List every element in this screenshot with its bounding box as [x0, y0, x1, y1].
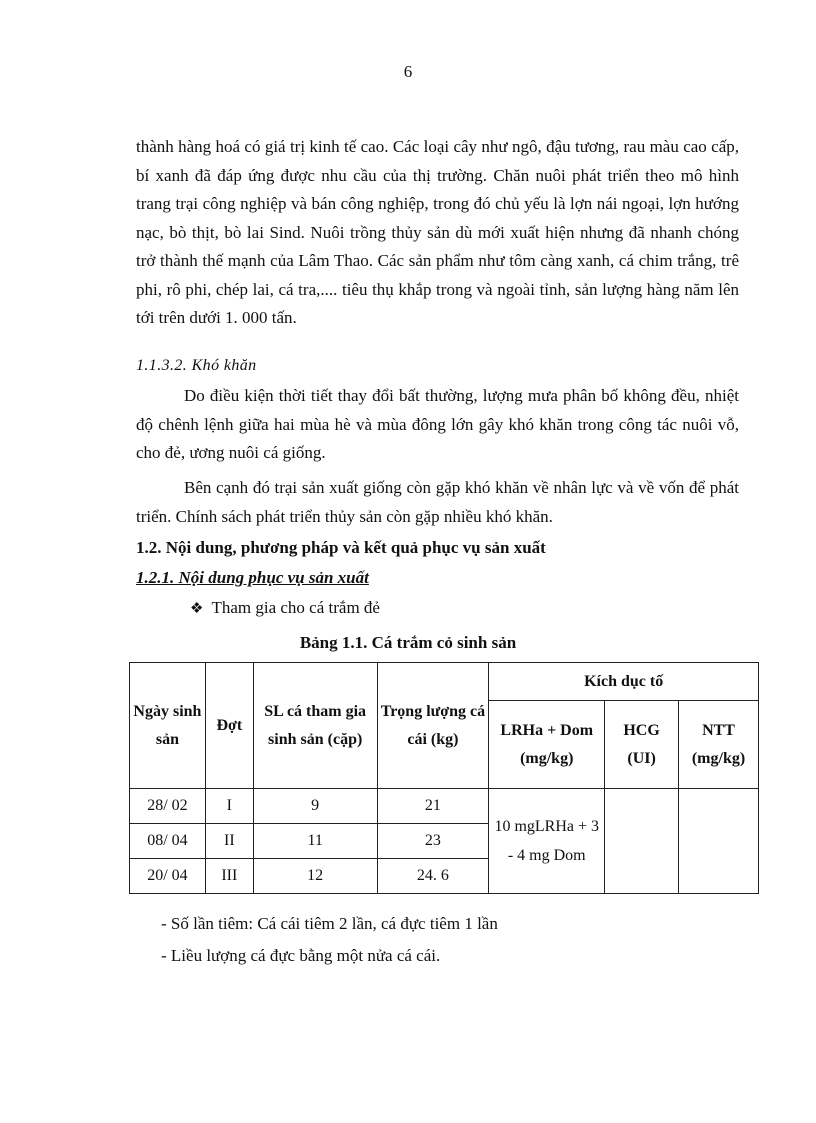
cell-weight: 21 — [377, 789, 489, 824]
difficulty-paragraph-2: Bên cạnh đó trại sản xuất giống còn gặp khó khăn về nhân lực và về vốn để phát triển. Chính sách phát triển thủy sản còn gặp nhiều khó khăn. — [136, 478, 739, 526]
subsection-heading: 1.2.1. Nội dung phục vụ sản xuất — [136, 568, 369, 587]
header-lrha: LRHa + Dom (mg/kg) — [489, 701, 605, 789]
header-date: Ngày sinh sản — [130, 663, 206, 789]
header-batch: Đợt — [205, 663, 253, 789]
note-injections: - Số lần tiêm: Cá cái tiêm 2 lần, cá đực tiêm 1 lần — [161, 914, 498, 933]
cell-date: 20/ 04 — [130, 859, 206, 894]
cell-batch: I — [205, 789, 253, 824]
table-caption: Bảng 1.1. Cá trắm cỏ sinh sản — [299, 633, 517, 652]
cell-pairs: 9 — [253, 789, 377, 824]
difficulty-paragraph-1: Do điều kiện thời tiết thay đổi bất thường, lượng mưa phân bố không đều, nhiệt độ chênh lệnh giữa hai mùa hè và mùa đông lớn gây khó khăn trong công tác nuôi vỗ, cho đẻ, ương nuôi cá giống. — [136, 386, 739, 462]
bullet-item — [190, 598, 380, 618]
cell-pairs: 12 — [253, 859, 377, 894]
intro-paragraph: thành hàng hoá có giá trị kinh tế cao. Các loại cây như ngô, đậu tương, rau màu cao cấp, bí xanh đã đáp ứng được nhu cầu của thị trường. Chăn nuôi phát triển theo mô hình trang trại công nghiệp và bán công nghiệp, trong đó chủ yếu là lợn nái ngoại, lợn hướng nạc, bò thịt, bò lai Sind. Nuôi trồng thủy sản dù mới xuất hiện nhưng đã nhanh chóng trở thành thế mạnh của Lâm Thao. Các sản phẩm như tôm càng xanh, cá chim trắng, trê phi, rô phi, chép lai, cá tra,.... tiêu thụ khắp trong và ngoài tỉnh, sản lượng hàng năm lên tới trên dưới 1. 000 tấn. — [136, 137, 739, 327]
cell-pairs: 11 — [253, 824, 377, 859]
section-heading: 1.2. Nội dung, phương pháp và kết quả phục vụ sản xuất — [136, 538, 546, 557]
header-pairs: SL cá tham gia sinh sản (cặp) — [253, 663, 377, 789]
difficulty-heading: 1.1.3.2. Khó khăn — [136, 357, 257, 374]
diamond-bullet-icon: ❖ — [190, 600, 204, 617]
cell-date: 28/ 02 — [130, 789, 206, 824]
cell-hcg — [605, 789, 679, 894]
cell-weight: 23 — [377, 824, 489, 859]
spawning-table — [129, 662, 759, 894]
cell-ntt — [679, 789, 759, 894]
note-dosage: - Liều lượng cá đực bằng một nửa cá cái. — [161, 946, 441, 965]
page-number: 6 — [403, 62, 413, 81]
table-row — [130, 789, 759, 824]
cell-date: 08/ 04 — [130, 824, 206, 859]
header-hcg: HCG (UI) — [605, 701, 679, 789]
cell-batch: III — [205, 859, 253, 894]
header-ntt: NTT (mg/kg) — [679, 701, 759, 789]
header-hormone-group: Kích dục tố — [489, 663, 759, 701]
cell-weight: 24. 6 — [377, 859, 489, 894]
bullet-text: Tham gia cho cá trắm đẻ — [211, 598, 380, 617]
cell-lrha-dose: 10 mgLRHa + 3 - 4 mg Dom — [489, 789, 605, 894]
header-weight: Trọng lượng cá cái (kg) — [377, 663, 489, 789]
cell-batch: II — [205, 824, 253, 859]
